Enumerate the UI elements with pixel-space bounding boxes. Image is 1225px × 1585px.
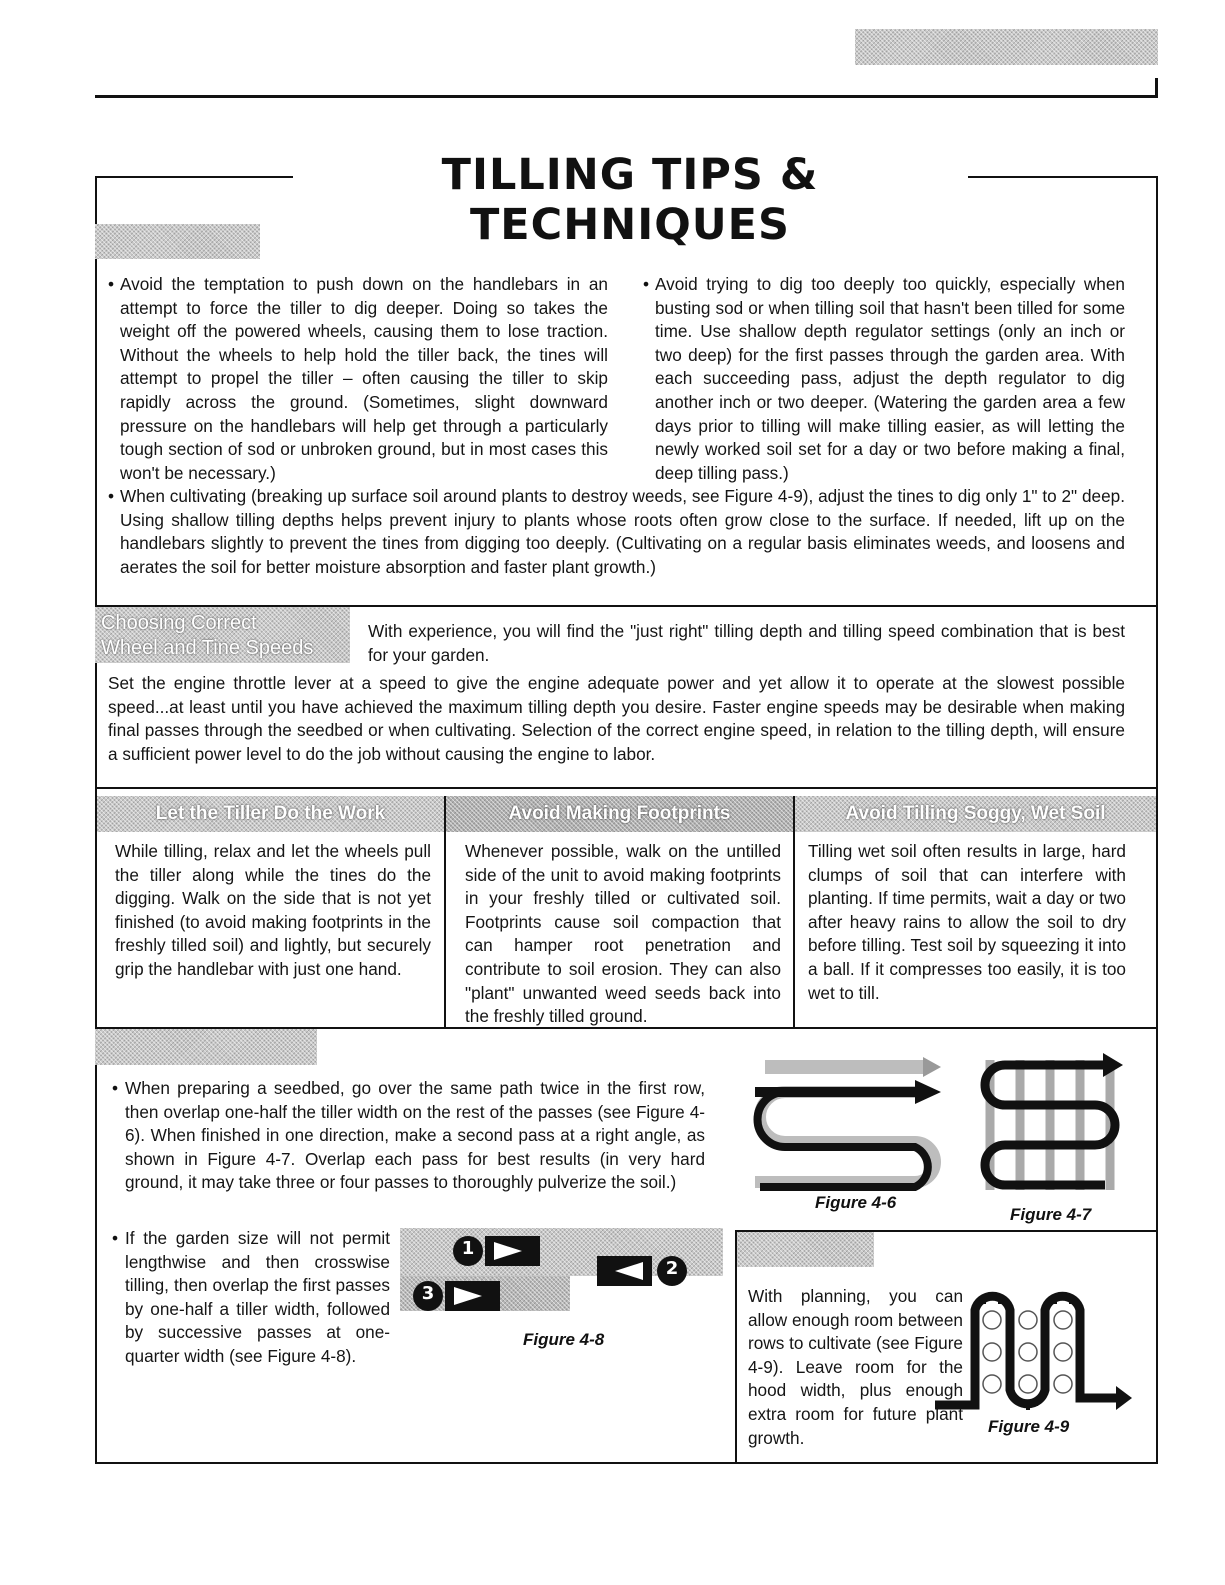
section-label-tilling-depths bbox=[95, 224, 260, 259]
column-head-footprints: Avoid Making Footprints bbox=[446, 796, 793, 832]
speeds-label-line1: Choosing Correct bbox=[101, 612, 257, 634]
plant-icon bbox=[983, 1311, 1072, 1393]
frame-top-right bbox=[968, 176, 1158, 178]
column-head-wet-soil: Avoid Tilling Soggy, Wet Soil bbox=[795, 796, 1156, 832]
column-divider bbox=[444, 796, 446, 1029]
header-rule bbox=[95, 95, 1158, 98]
header-section-tag bbox=[855, 29, 1158, 65]
figure-4-6-diagram bbox=[745, 1052, 945, 1192]
column-text-footprints: Whenever possible, walk on the untilled side of the unit to avoid making footprints in your freshly tilled or cultivated soil. Footprints cause soil compaction that can hamper root penetration and contribute to soil erosion. They can also "plant" unwanted weed seeds back into the freshly tilled ground. bbox=[465, 841, 781, 1027]
arrow-head-icon bbox=[915, 1080, 941, 1104]
figure-4-7-caption: Figure 4-7 bbox=[1010, 1205, 1092, 1224]
figure-4-8-number: 3 bbox=[421, 1283, 435, 1304]
seedbeds-bullet1-text: When preparing a seedbed, go over the same path twice in the first row, then overlap one-half the tiller width on the rest of the passes (see Figure 4-6). When finished in one direction, make a second pass at a right angle, as shown in Figure 4-7. Overlap each pass for best results (in very hard ground, it may take three or four passes to thoroughly pulverize the soil.) bbox=[125, 1078, 705, 1193]
figure-4-7-diagram bbox=[975, 1050, 1125, 1198]
arrow-head-icon bbox=[1116, 1386, 1132, 1410]
arrow-head-icon bbox=[923, 1057, 941, 1077]
speeds-body-text: Set the engine throttle lever at a speed to give the engine adequate power and yet allow it to operate at the slowest possible speed...at least until you have achieved the maximum tilling depth you desire. Faster engine speeds may be desirable when making final passes through the seedbed or when cultivating. Selection of the correct engine speed, in relation to the tilling depth, will ensure a sufficient power level to do the job without causing the engine to labor. bbox=[108, 673, 1125, 764]
page-title: TILLING TIPS & TECHNIQUES bbox=[441, 150, 819, 250]
section-label-speeds bbox=[95, 607, 350, 663]
bullet-dot: • bbox=[108, 274, 115, 294]
bullet-dot: • bbox=[108, 486, 115, 506]
section-label-seedbeds bbox=[95, 1029, 317, 1065]
column-text-tiller-work: While tilling, relax and let the wheels pull the tiller along while the tines do the digging. Walk on the side that is not yet finished (to avoid making footprints in the freshly tilled soil) and lightly, but securely grip the handlebar with just one hand. bbox=[115, 841, 431, 979]
figure-4-8-caption: Figure 4-8 bbox=[523, 1330, 605, 1349]
cultivating-text: With planning, you can allow enough room between rows to cultivate (see Figure 4-9). Leave room for the hood width, plus enough extra room for future plant growth. bbox=[748, 1286, 963, 1448]
bullet-dot: • bbox=[112, 1228, 119, 1248]
tilling-depths-left-text: Avoid the temptation to push down on the handlebars in an attempt to force the tiller to dig deeper. Doing so takes the weight off the powered wheels, causing them to lose traction. Without the wheels to help hold the tiller back, the tines will attempt to propel the tiller – often causing the tiller to skip rapidly across the ground. (Sometimes, slight downward pressure on the handlebars will help get through a particularly tough section of sod or unbroken ground, but in most cases this won't be necessary.) bbox=[120, 274, 608, 483]
tilling-depths-right-text: Avoid trying to dig too deeply too quickly, especially when busting sod or when tilling soil that hasn't been tilled for some time. Use shallow depth regulator settings (only an inch or two deep) for the first passes through the garden area. With each succeeding pass, adjust the depth regulator to dig another inch or two deeper. (Watering the garden area a few days prior to tilling will make tilling easier, as will letting the newly worked soil set for a day or two before making a final, deep tilling pass.) bbox=[655, 274, 1125, 483]
column-text-wet-soil: Tilling wet soil often results in large, hard clumps of soil that can interfere with planting. If time permits, wait a day or two after heavy rains to allow the soil to dry before tilling. Test soil by squeezing it into a ball. If it compresses too easily, it is too wet to till. bbox=[808, 841, 1126, 1003]
speeds-label-line2: Wheel and Tine Speeds bbox=[101, 637, 314, 659]
tilling-depths-full-text: When cultivating (breaking up surface soil around plants to destroy weeds, see Figure 4-9), adjust the tines to dig only 1" to 2" deep. Using shallow tilling depths helps prevent injury to plants whose roots often grow close to the surface. If needed, lift up on the handlebars slightly to prevent the tines from digging too deeply. (Cultivating on a regular basis eliminates weeds, and loosens and aerates the soil for better moisture absorption and faster plant growth.) bbox=[120, 486, 1125, 577]
section-label-cultivating bbox=[737, 1232, 874, 1267]
seedbeds-bullet2-text: If the garden size will not permit lengthwise and then crosswise tilling, then overlap the first passes by one-half a tiller width, followed by successive passes at one-quarter width (see Figure 4-8). bbox=[125, 1228, 390, 1366]
figure-4-9-caption: Figure 4-9 bbox=[988, 1417, 1070, 1436]
frame-top-left bbox=[95, 176, 293, 178]
figure-4-8-number: 2 bbox=[665, 1258, 679, 1279]
column-head-tiller-work: Let the Tiller Do the Work bbox=[97, 796, 444, 832]
speeds-intro-text: With experience, you will find the "just right" tilling depth and tilling speed combination that is best for your garden. bbox=[368, 621, 1125, 665]
figure-4-8-number: 1 bbox=[461, 1238, 475, 1259]
bullet-dot: • bbox=[112, 1078, 119, 1098]
divider bbox=[95, 787, 1158, 789]
header-rule-tick bbox=[1155, 78, 1158, 98]
figure-4-9-diagram bbox=[930, 1280, 1135, 1420]
column-divider bbox=[793, 796, 795, 1029]
figure-4-6-caption: Figure 4-6 bbox=[815, 1193, 897, 1212]
bullet-dot: • bbox=[643, 274, 650, 294]
